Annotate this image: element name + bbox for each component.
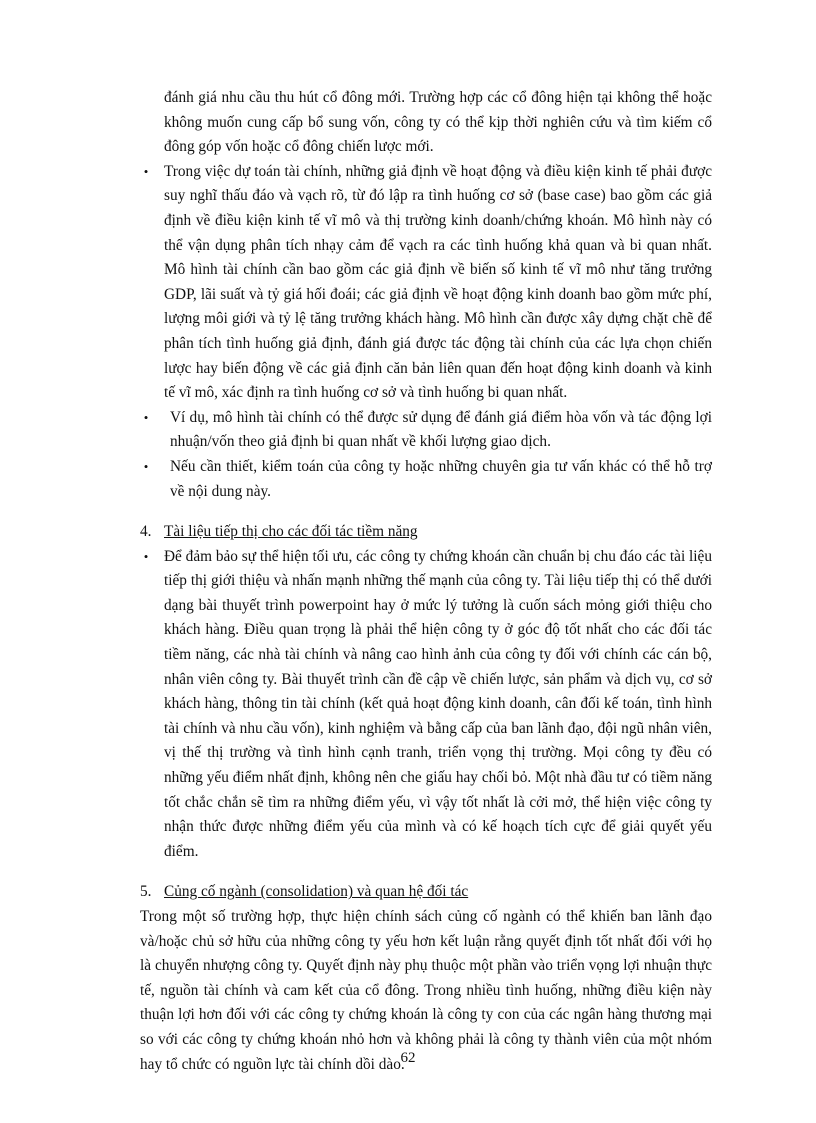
section-5-paragraph: Trong một số trường hợp, thực hiện chính sách củng cố ngành có thể khiến ban lãnh đạo và/hoặc chủ sở hữu của những công ty yếu hơn kết luận rằng quyết định tốt nhất đối với họ là chuyển nhượng công ty. Quyết định này phụ thuộc một phần vào triển vọng lợi nhuận thực tế, nguồn tài chính và cam kết của cổ đông. Trong nhiều tình huống, những điều kiện này thuận lợi hơn đối với các công ty chứng khoán là công ty con của các ngân hàng thương mại so với các công ty chứng khoán nhỏ hơn và không phải là công ty thành viên của một nhóm hay tổ chức có nguồn lực tài chính dồi dào. (140, 908, 712, 1073)
bullet-text: Trong việc dự toán tài chính, những giả định về hoạt động và điều kiện kinh tế phải được suy nghĩ thấu đáo và vạch rõ, từ đó lập ra tình huống cơ sở (base case) bao gồm các giả định về điều kiện kinh tế vĩ mô và thị trường kinh doanh/chứng khoán. Mô hình này có thể vận dụng phân tích nhạy cảm để vạch ra các tình huống khả quan và bi quan nhất. Mô hình tài chính cần bao gồm các giả định về biến số kinh tế vĩ mô như tăng trưởng GDP, lãi suất và tỷ giá hối đoái; các giả định về hoạt động kinh doanh bao gồm mức phí, lượng môi giới và tỷ lệ tăng trưởng khách hàng. Mô hình cần được xây dựng chặt chẽ để phân tích tình huống giả định, đánh giá được tác động tài chính của các lựa chọn chiến lược hay biến động về các giả định căn bản liên quan đến hoạt động kinh doanh và kinh tế vĩ mô, xác định ra tình huống cơ sở và tình huống bi quan nhất. (164, 162, 712, 402)
bullet-list-financial-model (140, 160, 712, 504)
list-item (140, 545, 712, 865)
bullet-icon: • (143, 458, 149, 474)
page-number: 62 (400, 1050, 416, 1066)
bullet-text: Nếu cần thiết, kiểm toán của công ty hoặc những chuyên gia tư vấn khác có thể hỗ trợ về nội dung này. (170, 457, 712, 500)
section-4-heading (140, 520, 712, 545)
intro-paragraph: đánh giá nhu cầu thu hút cổ đông mới. Trường hợp các cổ đông hiện tại không thể hoặc không muốn cung cấp bổ sung vốn, công ty có thể kịp thời nghiên cứu và tìm kiếm cổ đông góp vốn hoặc cổ đông chiến lược mới. (164, 89, 712, 156)
bullet-icon: • (143, 409, 149, 425)
section-number: 5. (140, 883, 152, 901)
list-item (140, 160, 712, 406)
section-5-heading (140, 880, 712, 905)
bullet-text: Để đảm bảo sự thể hiện tối ưu, các công ty chứng khoán cần chuẩn bị chu đáo các tài liệu tiếp thị giới thiệu và nhấn mạnh những thế mạnh của công ty. Tài liệu tiếp thị có thể dưới dạng bài thuyết trình powerpoint hay ở mức lý tưởng là cuốn sách mỏng giới thiệu cho khách hàng. Điều quan trọng là phải thể hiện công ty ở góc độ tốt nhất cho các đối tác tiềm năng, các nhà tài chính và nâng cao hình ảnh của công ty đối với chính các cán bộ, nhân viên công ty. Bài thuyết trình cần đề cập về chiến lược, sản phẩm và dịch vụ, cơ sở khách hàng, thông tin tài chính (kết quả hoạt động kinh doanh, cân đối kế toán, tình hình tài chính và nhu cầu vốn), kinh nghiệm và bằng cấp của ban lãnh đạo, đội ngũ nhân viên, vị thế thị trường và tình hình cạnh tranh, triển vọng thị trường. Mọi công ty đều có những yếu điểm nhất định, không nên che giấu hay chối bỏ. Một nhà đầu tư có tiềm năng tốt chắc chắn sẽ tìm ra những điểm yếu, vì vậy tốt nhất là cởi mở, thể hiện việc công ty nhận thức được những điểm yếu của mình và có kế hoạch tích cực để giải quyết yếu điểm. (164, 547, 712, 860)
bullet-text: Ví dụ, mô hình tài chính có thể được sử dụng để đánh giá điểm hòa vốn và tác động lợi nhuận/vốn theo giả định bi quan nhất về khối lượng giao dịch. (170, 408, 712, 451)
bullet-list-marketing (140, 545, 712, 865)
section-title: Củng cố ngành (consolidation) và quan hệ đối tác (164, 883, 469, 901)
bullet-icon: • (143, 163, 149, 179)
list-item (140, 455, 712, 504)
section-title: Tài liệu tiếp thị cho các đối tác tiềm năng (164, 523, 418, 541)
list-item (140, 406, 712, 455)
page-body (140, 86, 712, 1077)
section-number: 4. (140, 523, 152, 541)
bullet-icon: • (143, 548, 149, 564)
